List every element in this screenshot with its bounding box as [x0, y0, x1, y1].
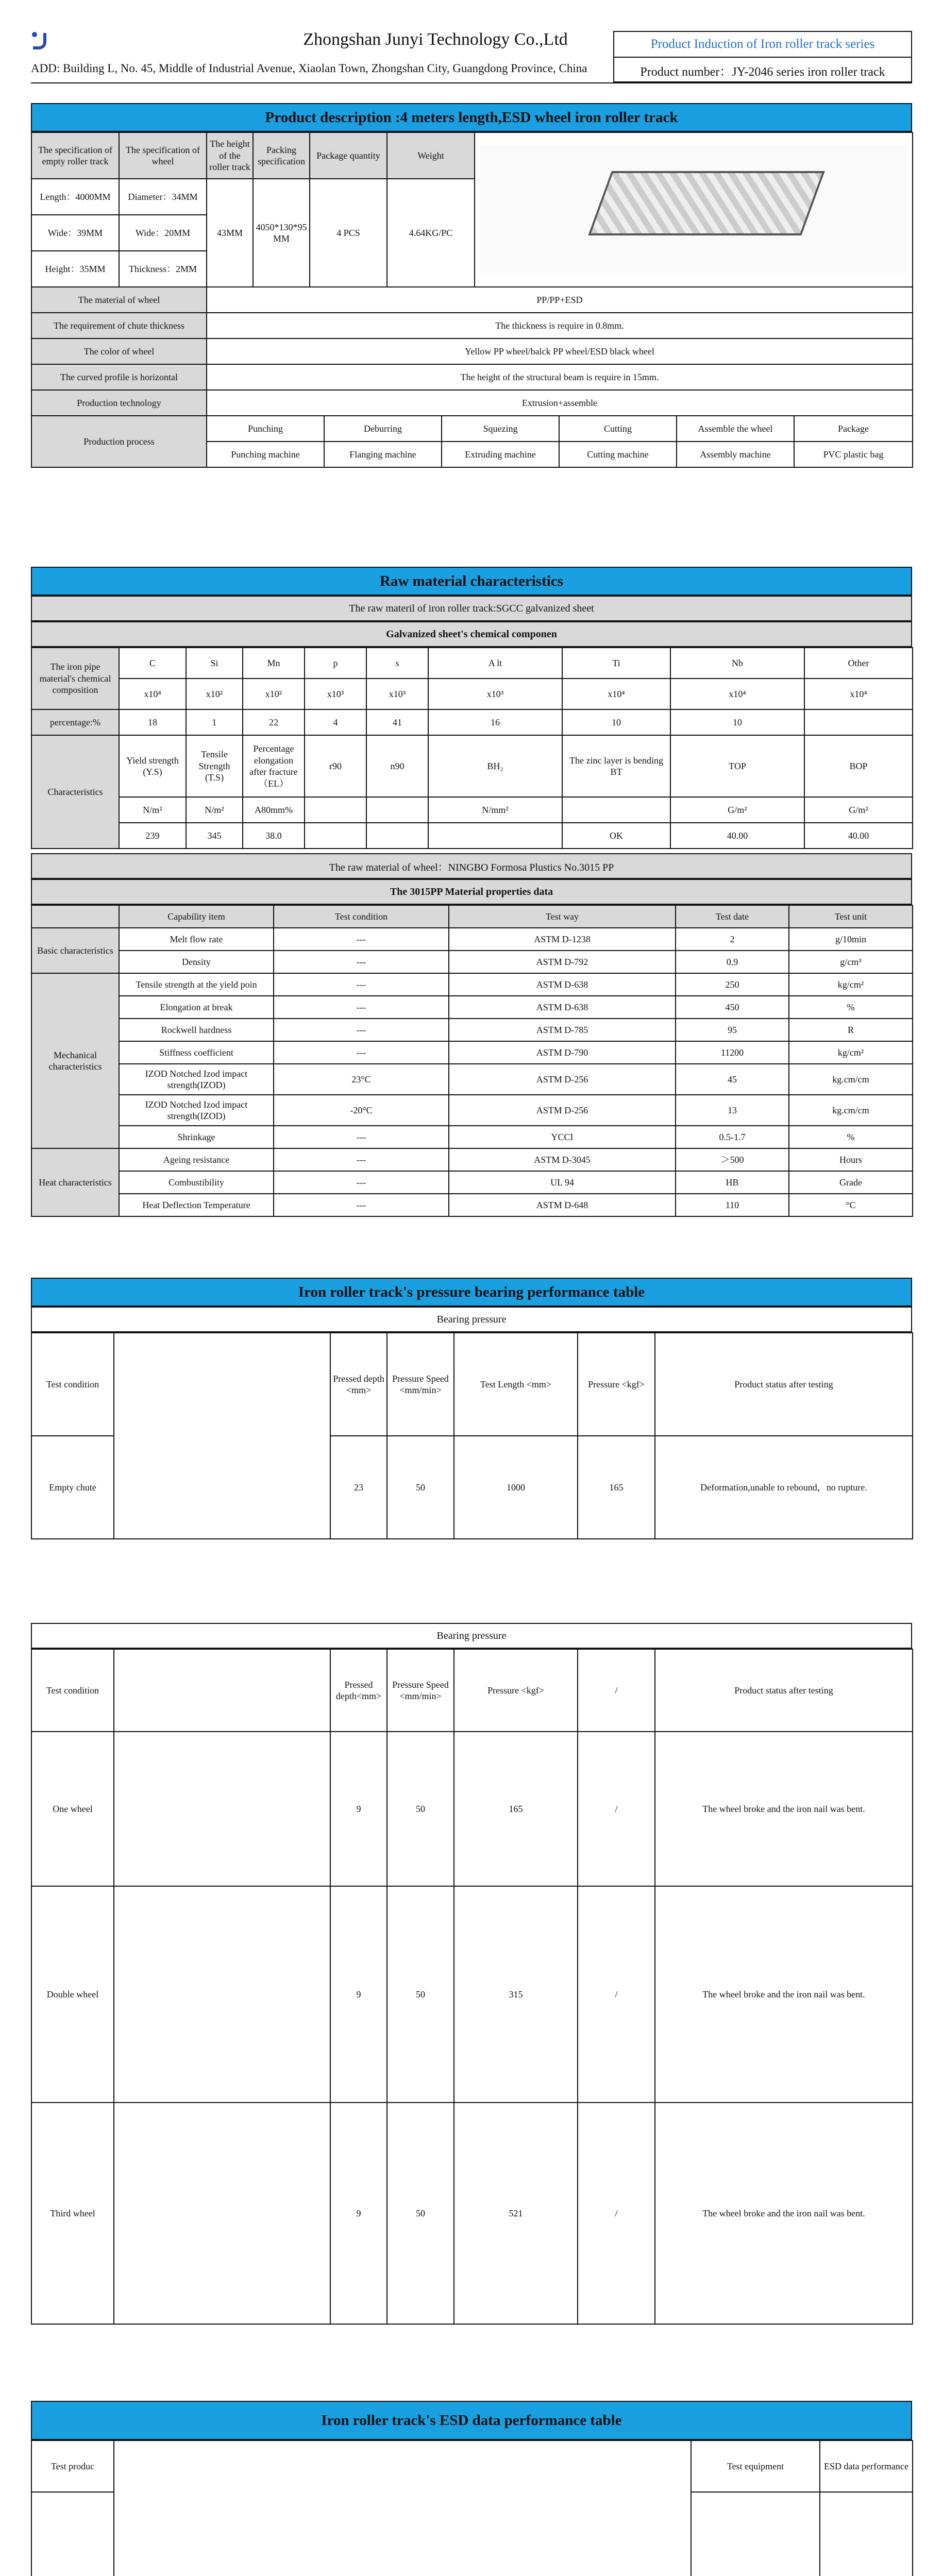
pp-cell: Ageing resistance [119, 1148, 274, 1171]
pp-cell: -20°C [274, 1095, 449, 1126]
p-cell: 9 [330, 1732, 387, 1886]
pp-cell: ASTM D-638 [449, 996, 676, 1019]
p-cell: 521 [454, 2103, 578, 2324]
section-title-description: Product description :4 meters length,ESD wheel iron roller track [31, 103, 912, 132]
pp-cell: Shrinkage [119, 1126, 274, 1148]
pp-cell: --- [274, 1194, 449, 1216]
spec-length: Length：4000MM [31, 179, 119, 215]
pp-cell: °C [789, 1194, 913, 1216]
pp-cell: YCCI [449, 1126, 676, 1148]
head-packing: Packing specification [253, 132, 310, 179]
head-qty: Package quantity [310, 132, 387, 179]
pp-cell: kg.cm/cm [789, 1095, 913, 1126]
pct: 1 [186, 709, 243, 735]
pp-cell: ASTM D-785 [449, 1019, 676, 1041]
process-step: Cutting [559, 416, 677, 442]
exp: x10⁴ [670, 679, 804, 709]
row-label: Production technology [31, 390, 207, 416]
comp-label: The iron pipe material's chemical composition [31, 648, 119, 709]
pp-cell: kg/cm² [789, 973, 913, 996]
pp-cell: g/10min [789, 928, 913, 951]
pct: 16 [428, 709, 562, 735]
pp-cell: --- [274, 1041, 449, 1064]
pp-cell: IZOD Notched Izod impact strength(IZOD) [119, 1095, 274, 1126]
esd-table [31, 2440, 913, 2576]
val: 40.00 [804, 823, 913, 849]
row-value: Yellow PP wheel/balck PP wheel/ESD black wheel [207, 338, 913, 364]
p-cell: 1000 [454, 1436, 578, 1539]
test-photo [114, 2103, 330, 2324]
pp-cell: 11200 [676, 1041, 789, 1064]
head-weight: Weight [387, 132, 475, 179]
p-cell: 165 [578, 1436, 655, 1539]
head-height: The height of the roller track [207, 132, 253, 179]
p-head: Product status after testing [655, 1649, 913, 1732]
pp-cell: ASTM D-3045 [449, 1148, 676, 1171]
char-head: TOP [670, 735, 804, 797]
pp-cell: --- [274, 1148, 449, 1171]
pct-label: percentage:% [31, 709, 119, 735]
pp-cell: 45 [676, 1064, 789, 1095]
pp-cell: Elongation at break [119, 996, 274, 1019]
product-number: Product number：JY-2046 series iron roller track [640, 65, 885, 79]
company-name: Zhongshan Junyi Technology Co.,Ltd [303, 30, 568, 49]
esd-head: Test equipment [691, 2441, 820, 2492]
wheel-wide: Wide：20MM [119, 215, 207, 251]
row-value: Extrusion+assemble [207, 390, 913, 416]
header-divider [31, 82, 912, 83]
wheel-raw: The raw material of wheel：NINGBO Formosa Plustics No.3015 PP [31, 853, 912, 879]
row-label: The color of wheel [31, 338, 207, 364]
qty-value: 4 PCS [310, 179, 387, 287]
char-head: n90 [366, 735, 428, 797]
unit: G/m² [670, 797, 804, 823]
exp: x10³ [305, 679, 366, 709]
pp-cell: Density [119, 951, 274, 973]
element: Mn [243, 648, 305, 679]
pp-cell: 95 [676, 1019, 789, 1041]
process-machine: Assembly machine [677, 442, 794, 467]
chem-title: Galvanized sheet's chemical componen [31, 621, 912, 647]
profile-image [475, 132, 913, 287]
basic-label: Basic characteristics [31, 928, 119, 973]
char-head: r90 [305, 735, 366, 797]
pp-cell: UL 94 [449, 1171, 676, 1194]
exp: x10² [186, 679, 243, 709]
p-cell: The wheel broke and the iron nail was bent. [655, 2103, 913, 2324]
pp-cell: % [789, 1126, 913, 1148]
val [428, 823, 562, 849]
pressure-table-2 [31, 1649, 913, 2325]
pct: 10 [670, 709, 804, 735]
exp: x10² [243, 679, 305, 709]
pp-cell: % [789, 996, 913, 1019]
pp-cell: ASTM D-638 [449, 973, 676, 996]
header-info-box [613, 31, 912, 82]
pct: 22 [243, 709, 305, 735]
element: Nb [670, 648, 804, 679]
pressure-sub: Bearing pressure [31, 1307, 912, 1332]
unit: A80mm% [243, 797, 305, 823]
element: A lt [428, 648, 562, 679]
val: 345 [186, 823, 243, 849]
row-value: PP/PP+ESD [207, 287, 913, 313]
p-head: Product status after testing [655, 1333, 913, 1436]
p-cell: 50 [387, 1436, 454, 1539]
char-head: Yield strength (Y.S) [119, 735, 186, 797]
process-step: Punching [207, 416, 324, 442]
element: Si [186, 648, 243, 679]
process-table [31, 415, 913, 468]
val: 38.0 [243, 823, 305, 849]
wheel-thickness: Thickness：2MM [119, 251, 207, 287]
test-photo [114, 1732, 330, 1886]
char-label: Characteristics [31, 735, 119, 849]
test-photo [114, 1333, 330, 1539]
char-head: The zinc layer is bending BT [562, 735, 670, 797]
pp-cell: 250 [676, 973, 789, 996]
p-head: Pressure <kgf> [454, 1649, 578, 1732]
p-cell: Deformation,unable to rebound，no rupture. [655, 1436, 913, 1539]
val: 40.00 [670, 823, 804, 849]
process-machine: Punching machine [207, 442, 324, 467]
val: 239 [119, 823, 186, 849]
unit: G/m² [804, 797, 913, 823]
element: p [305, 648, 366, 679]
raw-sheet: The raw materil of iron roller track:SGCC galvanized sheet [31, 596, 912, 621]
pp-cell: Combustibility [119, 1171, 274, 1194]
cond-label: Test condition [31, 1333, 114, 1436]
pp-cell: ＞500 [676, 1148, 789, 1171]
p-cell: 23 [330, 1436, 387, 1539]
pp-cell: kg.cm/cm [789, 1064, 913, 1095]
pp-cell: Stiffness coefficient [119, 1041, 274, 1064]
pp-cell: IZOD Notched Izod impact strength(IZOD) [119, 1064, 274, 1095]
element: Other [804, 648, 913, 679]
process-machine: Cutting machine [559, 442, 677, 467]
element: C [119, 648, 186, 679]
pp-table [31, 905, 913, 1217]
spec-wide: Wide：39MM [31, 215, 119, 251]
company-address: ADD: Building L, No. 45, Middle of Industrial Avenue, Xiaolan Town, Zhongshan City, Guangdong Province, China [31, 62, 587, 75]
pp-cell: Hours [789, 1148, 913, 1171]
p-cell: 315 [454, 1886, 578, 2103]
test-photo [114, 1649, 330, 1732]
pp-cell: Heat Deflection Temperature [119, 1194, 274, 1216]
p-cell: / [578, 2103, 655, 2324]
p-cell: 9 [330, 2103, 387, 2324]
process-label: Production process [31, 416, 207, 467]
pp-cell: Grade [789, 1171, 913, 1194]
p-cell: / [578, 1886, 655, 2103]
process-machine: PVC plastic bag [794, 442, 913, 467]
pp-cell: 0.5-1.7 [676, 1126, 789, 1148]
pp-cell: 110 [676, 1194, 789, 1216]
pp-cell: Melt flow rate [119, 928, 274, 951]
pp-head: Test date [676, 905, 789, 928]
pp-head: Test unit [789, 905, 913, 928]
pp-cell: 450 [676, 996, 789, 1019]
pp-cell: ASTM D-792 [449, 951, 676, 973]
weight-value: 4.64KG/PC [387, 179, 475, 287]
p-head: / [578, 1649, 655, 1732]
p-cell: 9 [330, 1886, 387, 2103]
pp-cell: 2 [676, 928, 789, 951]
char-head: Percentage elongation after fracture （EL） [243, 735, 305, 797]
pct: 41 [366, 709, 428, 735]
p-head: Pressed depth<mm> [330, 1649, 387, 1732]
unit [366, 797, 428, 823]
p-cell: One wheel [31, 1732, 114, 1886]
pct [804, 709, 913, 735]
p-cell: The wheel broke and the iron nail was bent. [655, 1886, 913, 2103]
description-rows [31, 286, 913, 416]
pp-cell: --- [274, 928, 449, 951]
section-title-pressure: Iron roller track's pressure bearing performance table [31, 1278, 912, 1307]
esd-head: Test produc [31, 2441, 114, 2492]
pp-cell: --- [274, 1171, 449, 1194]
pct: 4 [305, 709, 366, 735]
p-cell: 50 [387, 2103, 454, 2324]
p-cell: Double wheel [31, 1886, 114, 2103]
val [305, 823, 366, 849]
unit [562, 797, 670, 823]
pp-head: Test condition [274, 905, 449, 928]
mech-label: Mechanical characteristics [31, 973, 119, 1148]
process-machine: Flanging machine [324, 442, 442, 467]
p-cell: 50 [387, 1886, 454, 2103]
exp: x10⁴ [562, 679, 670, 709]
pp-cell: --- [274, 1019, 449, 1041]
process-step: Assemble the wheel [677, 416, 794, 442]
pp-cell: 13 [676, 1095, 789, 1126]
pp-head: Capability item [119, 905, 274, 928]
p-cell: Third wheel [31, 2103, 114, 2324]
esd-label [31, 2492, 114, 2576]
process-step: Deburring [324, 416, 442, 442]
row-value: The height of the structural beam is require in 15mm. [207, 364, 913, 390]
doc-title: Product Induction of Iron roller track series [614, 32, 911, 58]
packing-value: 4050*130*95 MM [253, 179, 310, 287]
pp-cell: --- [274, 951, 449, 973]
process-step: Squezing [442, 416, 559, 442]
p-head: Test Length <mm> [454, 1333, 578, 1436]
pct: 18 [119, 709, 186, 735]
pp-cell: R [789, 1019, 913, 1041]
description-table [31, 132, 913, 287]
pp-cell: g/cm³ [789, 951, 913, 973]
exp: x10³ [366, 679, 428, 709]
p-cell: 165 [454, 1732, 578, 1886]
section-title-raw: Raw material characteristics [31, 567, 912, 596]
pp-cell: --- [274, 1126, 449, 1148]
pp-cell: ASTM D-648 [449, 1194, 676, 1216]
char-head: BH₂ [428, 735, 562, 797]
pp-title: The 3015PP Material properties data [31, 879, 912, 905]
head-wheel: The specification of wheel [119, 132, 207, 179]
pp-cell: 23°C [274, 1064, 449, 1095]
p-cell: / [578, 1732, 655, 1886]
exp: x10⁴ [804, 679, 913, 709]
track-height: 43MM [207, 179, 253, 287]
element: s [366, 648, 428, 679]
test-photo [114, 1886, 330, 2103]
wheel-diameter: Diameter：34MM [119, 179, 207, 215]
unit: N/mm² [428, 797, 562, 823]
pct: 10 [562, 709, 670, 735]
p-head: Pressed depth <mm> [330, 1333, 387, 1436]
pp-cell: --- [274, 973, 449, 996]
char-head: Tensile Strength (T.S) [186, 735, 243, 797]
pp-cell: kg/cm² [789, 1041, 913, 1064]
pp-cell: HB [676, 1171, 789, 1194]
esd-tester [691, 2492, 820, 2576]
exp: x10³ [428, 679, 562, 709]
company-logo [31, 32, 48, 49]
chemical-table [31, 647, 913, 849]
unit: N/m² [119, 797, 186, 823]
p-head: Pressure Speed <mm/min> [387, 1649, 454, 1732]
val: OK [562, 823, 670, 849]
p-cell: The wheel broke and the iron nail was bent. [655, 1732, 913, 1886]
p-cell: 50 [387, 1732, 454, 1886]
exp: x10⁴ [119, 679, 186, 709]
esd-result [820, 2492, 913, 2576]
unit [305, 797, 366, 823]
char-head: BOP [804, 735, 913, 797]
unit: N/m² [186, 797, 243, 823]
esd-head: ESD data performance [820, 2441, 913, 2492]
section-title-esd: Iron roller track's ESD data performance table [31, 2401, 912, 2440]
process-step: Package [794, 416, 913, 442]
p-cell: Empty chute [31, 1436, 114, 1539]
pp-cell: ASTM D-256 [449, 1064, 676, 1095]
pp-cell: ASTM D-1238 [449, 928, 676, 951]
cond-label: Test condition [31, 1649, 114, 1732]
process-machine: Extruding machine [442, 442, 559, 467]
pp-cell: ASTM D-256 [449, 1095, 676, 1126]
pp-cell: ASTM D-790 [449, 1041, 676, 1064]
spec-height: Height：35MM [31, 251, 119, 287]
row-label: The material of wheel [31, 287, 207, 313]
row-value: The thickness is require in 0.8mm. [207, 313, 913, 338]
element: Ti [562, 648, 670, 679]
row-label: The curved profile is horizontal [31, 364, 207, 390]
head-spec: The specification of empty roller track [31, 132, 119, 179]
pp-head: Test way [449, 905, 676, 928]
pp-cell: --- [274, 996, 449, 1019]
pp-cell: Tensile strength at the yield poin [119, 973, 274, 996]
pressure-table-1 [31, 1332, 913, 1539]
esd-photo [114, 2441, 691, 2576]
val [366, 823, 428, 849]
row-label: The requirement of chute thickness [31, 313, 207, 338]
heat-label: Heat characteristics [31, 1148, 119, 1216]
pp-cell: Rockwell hardness [119, 1019, 274, 1041]
p-head: Pressure Speed <mm/min> [387, 1333, 454, 1436]
pressure-sub2: Bearing pressure [31, 1623, 912, 1649]
pp-cell: 0.9 [676, 951, 789, 973]
p-head: Pressure <kgf> [578, 1333, 655, 1436]
